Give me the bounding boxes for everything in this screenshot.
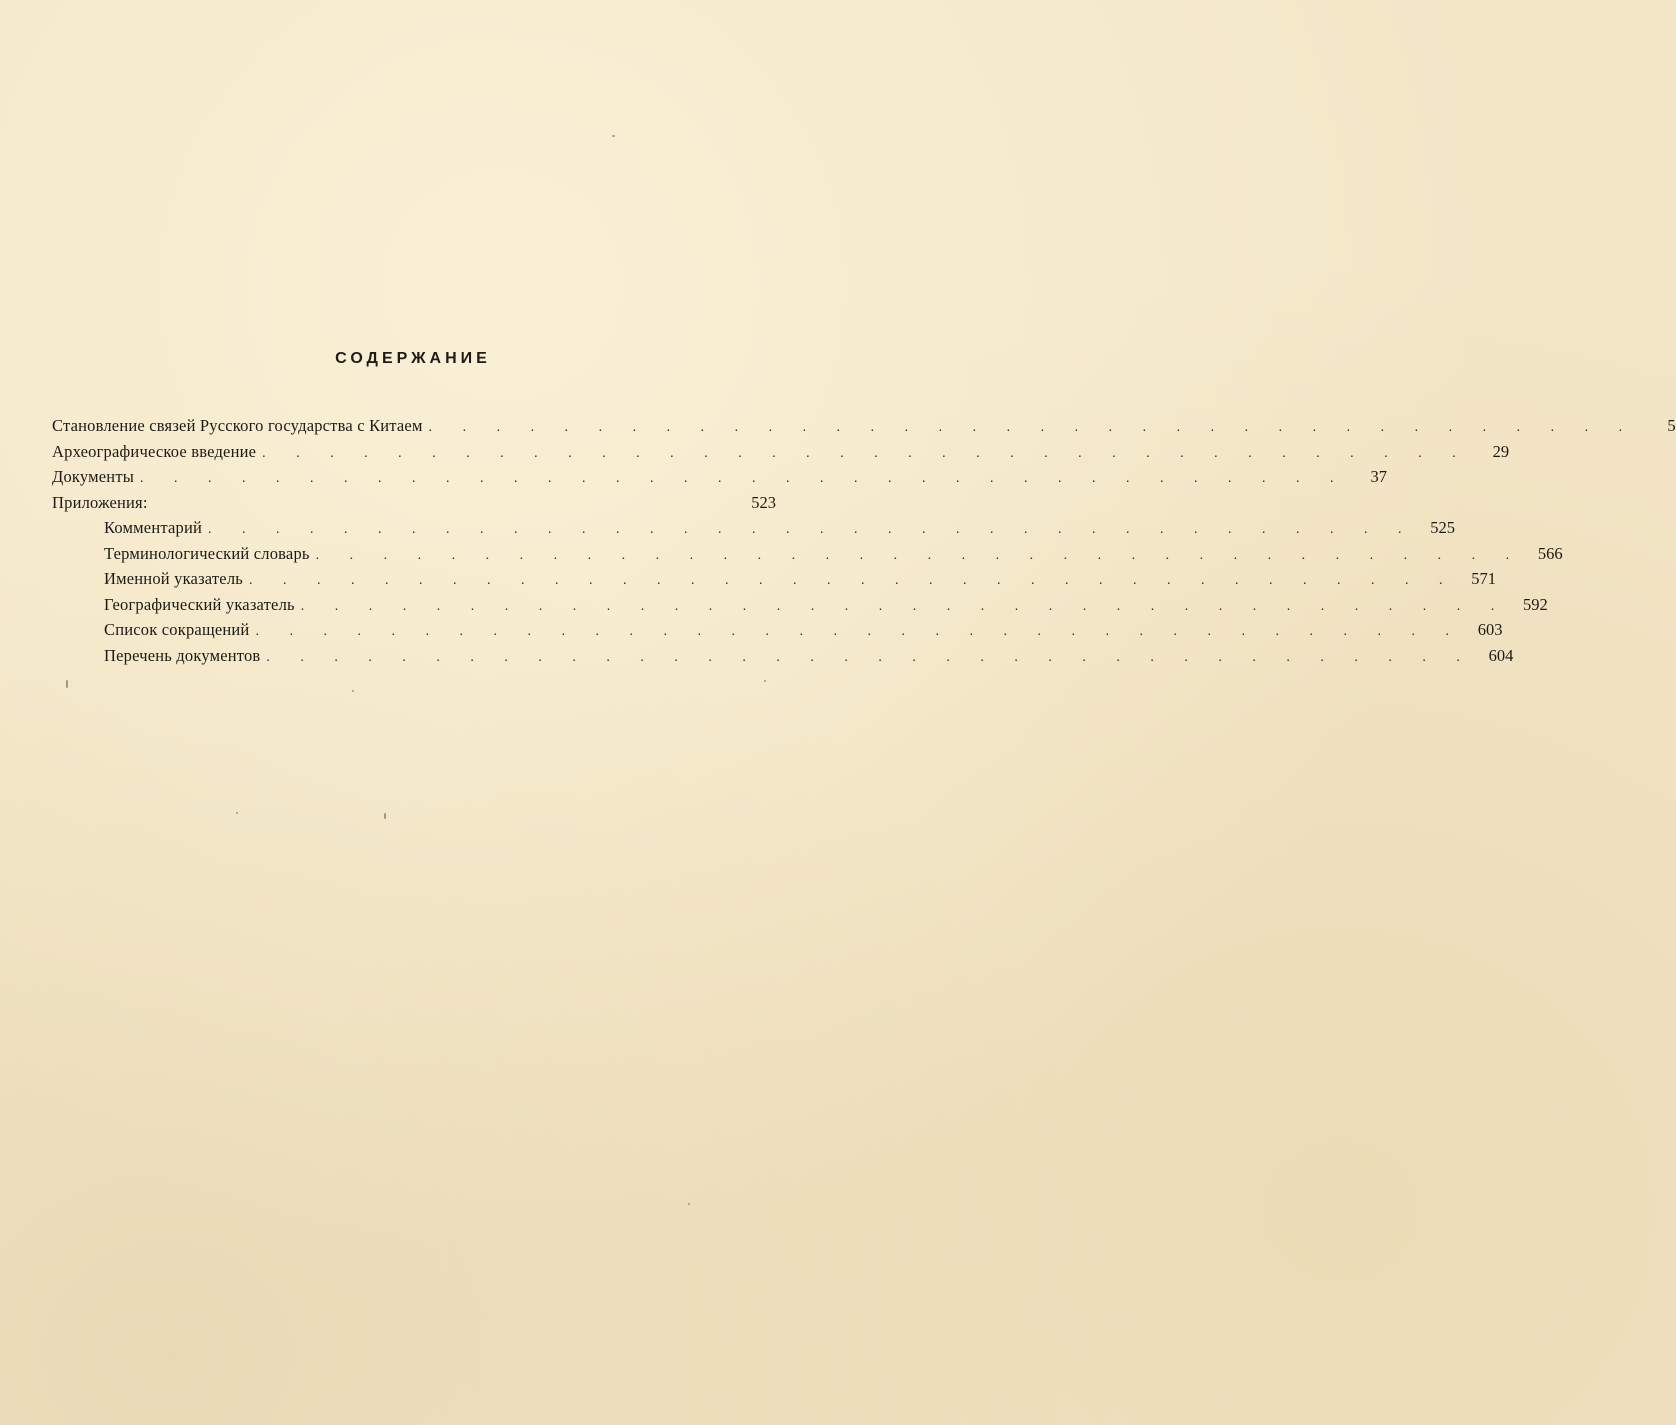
paper-speck bbox=[612, 135, 615, 137]
paper-speck bbox=[352, 690, 354, 692]
dot-leader: . . . . . . . . . . . . . . . . . . . . . . . . . . . . . . . . . . . . bbox=[140, 471, 1348, 486]
dot-leader: . . . . . . . . . . . . . . . . . . . . . . . . . . . . . . . . . . . . bbox=[266, 649, 1474, 665]
toc-entry-page: 37 bbox=[1370, 467, 1388, 486]
toc-entry bbox=[52, 441, 1510, 468]
toc-entry-label: Именной указатель bbox=[104, 569, 243, 588]
toc-entry bbox=[52, 467, 1388, 493]
toc-entry-label: Список сокращений bbox=[104, 620, 250, 639]
toc-entry-page: 5 bbox=[1667, 416, 1676, 435]
dot-leader: . . . . . . . . . . . . . . . . . . . . . . . . . . . . . . . . . . . . bbox=[249, 573, 1456, 588]
toc-entry-label: Терминологический словарь bbox=[104, 543, 310, 563]
toc-subentry bbox=[52, 645, 1514, 672]
dot-leader: . . . . . . . . . . . . . . . . . . . . . . . . . . . . . . . . . . . . bbox=[208, 522, 1416, 537]
toc-entry bbox=[52, 416, 1676, 442]
toc-subentry bbox=[52, 543, 1563, 570]
toc-subentry bbox=[52, 518, 1456, 544]
toc-entry-page: 603 bbox=[1477, 620, 1503, 639]
toc-entry-label: Географический указатель bbox=[104, 594, 295, 614]
toc-entry-page: 571 bbox=[1471, 569, 1496, 588]
toc-heading: СОДЕРЖАНИЕ bbox=[335, 350, 491, 367]
toc-entry-page: 523 bbox=[751, 492, 776, 512]
toc-entry-label: Становление связей Русского государства с Китаем bbox=[52, 416, 423, 435]
toc-entry-page: 566 bbox=[1537, 543, 1563, 563]
toc-entry-label: Археографическое введение bbox=[52, 441, 257, 461]
toc-subentry bbox=[52, 594, 1548, 621]
paper-speck bbox=[66, 680, 68, 688]
toc-entry-page: 29 bbox=[1492, 441, 1510, 461]
paper-speck bbox=[236, 812, 238, 814]
toc-entry-label: Приложения: bbox=[52, 492, 148, 512]
dot-leader: . . . . . . . . . . . . . . . . . . . . . . . . . . . . . . . . . . . . bbox=[428, 420, 1636, 435]
toc-entry-label: Перечень документов bbox=[104, 645, 261, 665]
toc-entry-page: 525 bbox=[1430, 518, 1456, 537]
dot-leader: . . . . . . . . . . . . . . . . . . . . . . . . . . . . . . . . . . . . bbox=[262, 445, 1470, 461]
toc-entry-label: Комментарий bbox=[104, 518, 203, 537]
toc-subentry bbox=[52, 569, 1496, 595]
dot-leader: . . . . . . . . . . . . . . . . . . . . . . . . . . . . . . . . . . . . bbox=[255, 624, 1463, 639]
toc-subentry bbox=[52, 620, 1503, 646]
dot-leader: . . . . . . . . . . . . . . . . . . . . . . . . . . . . . . . . . . . . bbox=[315, 547, 1523, 563]
toc-entry-label: Документы bbox=[52, 467, 135, 486]
paper-speck bbox=[764, 680, 766, 682]
toc-entry bbox=[52, 493, 776, 519]
dot-leader: . . . . . . . . . . . . . . . . . . . . . . . . . . . . . . . . . . . . bbox=[300, 598, 1508, 614]
toc-entry-page: 604 bbox=[1488, 645, 1514, 665]
table-of-contents bbox=[52, 416, 1676, 671]
toc-entry-page: 592 bbox=[1522, 594, 1548, 614]
paper-speck bbox=[688, 1203, 690, 1205]
paper-speck bbox=[384, 813, 386, 819]
